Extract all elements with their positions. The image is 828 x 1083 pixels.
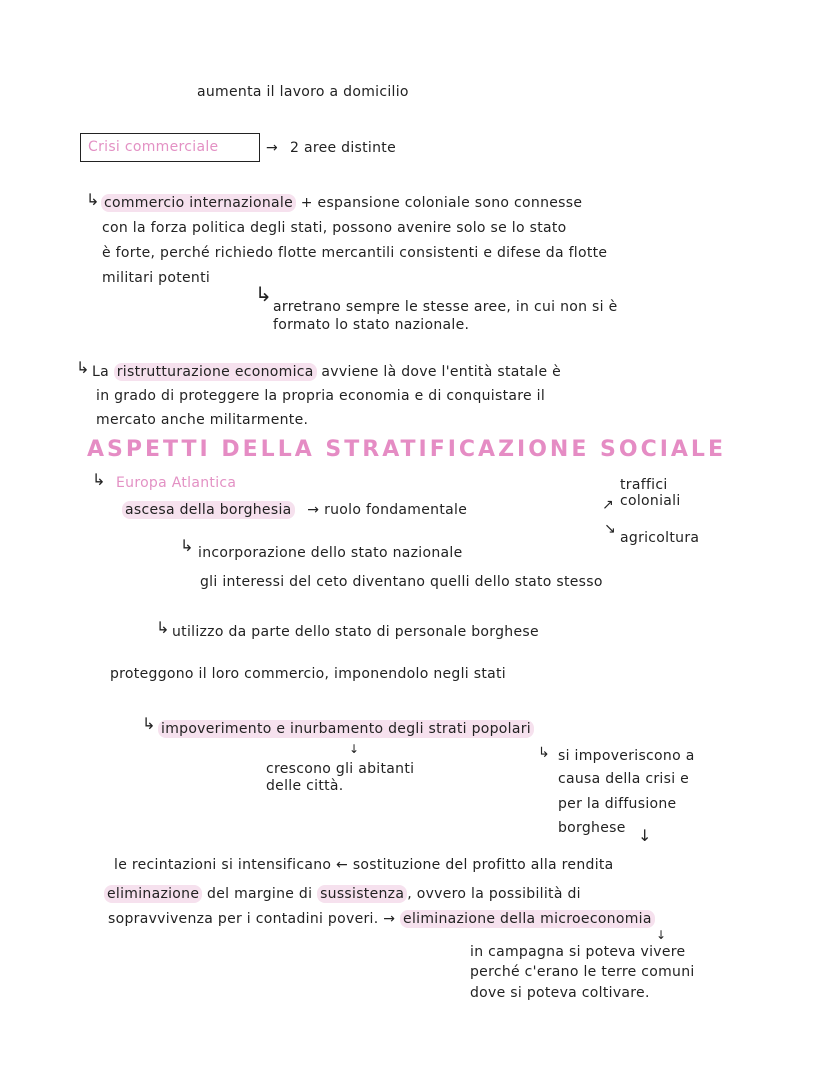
eliminazione-line xyxy=(104,886,581,902)
si-impoveriscono-2: causa della crisi e xyxy=(558,771,690,787)
traffici-line-2: coloniali xyxy=(620,493,681,509)
crisi-arrow: → xyxy=(266,140,279,156)
recintazioni-pre: le recintazioni si intensificano xyxy=(114,857,332,873)
para-ristrutturazione-3: mercato anche militarmente. xyxy=(96,412,309,428)
si-impoveriscono-3: per la diffusione xyxy=(558,796,677,812)
ruolo-fondamentale: ruolo fondamentale xyxy=(324,502,468,518)
impoverimento-line xyxy=(158,721,534,737)
crescono-1: crescono gli abitanti xyxy=(266,761,415,777)
europa-atlantica: Europa Atlantica xyxy=(116,475,237,491)
campagna-3: dove si poteva coltivare. xyxy=(470,985,650,1001)
para-line-4: militari potenti xyxy=(102,270,211,286)
si-impoveriscono-1: si impoveriscono a xyxy=(558,748,695,764)
hl-commercio: commercio internazionale xyxy=(101,194,296,212)
line-lavoro-domicilio: aumenta il lavoro a domicilio xyxy=(197,84,409,100)
hook-arrow-icon: ↳ xyxy=(76,358,90,377)
crescono-2: delle città. xyxy=(266,778,344,794)
campagna-1: in campagna si poteva vivere xyxy=(470,944,686,960)
proteggono-commercio: proteggono il loro commercio, imponendolo negli stati xyxy=(110,666,506,682)
ristr-pre: La xyxy=(92,364,109,380)
para-arretrano-1: arretrano sempre le stesse aree, in cui non si è xyxy=(273,299,618,315)
para-line-3: è forte, perché richiedo flotte mercantili consistenti e difese da flotte xyxy=(102,245,608,261)
hook-arrow-icon: ↳ xyxy=(538,745,551,761)
para-arretrano-2: formato lo stato nazionale. xyxy=(273,317,470,333)
eliminazione-rest: , ovvero la possibilità di xyxy=(407,886,581,902)
hook-arrow-icon: ↳ xyxy=(92,470,106,489)
arrow-down-icon: ↓ xyxy=(638,826,652,845)
campagna-2: perché c'erano le terre comuni xyxy=(470,964,695,980)
arrow-down-icon: ↓ xyxy=(656,928,667,942)
arrow-down-right-icon: ↘ xyxy=(604,521,617,537)
traffici-line-1: traffici xyxy=(620,477,668,493)
agricoltura: agricoltura xyxy=(620,530,700,546)
incorporazione: incorporazione dello stato nazionale xyxy=(198,545,463,561)
recintazioni-line xyxy=(114,857,614,873)
section-heading: ASPETTI DELLA STRATIFICAZIONE SOCIALE xyxy=(87,437,726,462)
recintazioni-rest: sostituzione del profitto alla rendita xyxy=(352,857,614,873)
sopravvivenza-text: sopravvivenza per i contadini poveri. xyxy=(108,911,379,927)
hl-sussistenza: sussistenza xyxy=(317,885,407,903)
crisi-label: Crisi commerciale xyxy=(88,139,219,155)
hook-arrow-icon: ↳ xyxy=(86,190,100,209)
hl-microeconomia: eliminazione della microeconomia xyxy=(400,910,655,928)
utilizzo-personale: utilizzo da parte dello stato di personale borghese xyxy=(172,624,539,640)
ristr-rest: avviene là dove l'entità statale è xyxy=(321,364,562,380)
para-ristrutturazione-1 xyxy=(92,364,561,380)
hl-impoverimento: impoverimento e inurbamento degli strati popolari xyxy=(158,720,534,738)
hook-arrow-icon: ↳ xyxy=(142,714,156,733)
hl-eliminazione: eliminazione xyxy=(104,885,202,903)
interessi-ceto: gli interessi del ceto diventano quelli dello stato stesso xyxy=(200,574,603,590)
hl-ascesa: ascesa della borghesia xyxy=(122,501,295,519)
ascesa-arrow: → xyxy=(307,502,320,518)
ascesa-line xyxy=(122,502,467,518)
sopravvivenza-line xyxy=(108,911,655,927)
commercio-rest: + espansione coloniale sono connesse xyxy=(300,195,583,211)
si-impoveriscono-4: borghese xyxy=(558,820,626,836)
eliminazione-mid: del margine di xyxy=(207,886,313,902)
arrow-down-icon: ↓ xyxy=(349,742,360,756)
hook-arrow-icon: ↳ xyxy=(156,618,170,637)
hook-arrow-icon: ↳ xyxy=(180,536,194,555)
arrow-up-right-icon: ↗ xyxy=(602,497,615,513)
para-commercio xyxy=(101,195,582,211)
hl-ristrutturazione: ristrutturazione economica xyxy=(114,363,317,381)
para-ristrutturazione-2: in grado di proteggere la propria economia e di conquistare il xyxy=(96,388,546,404)
sopravvivenza-arrow: → xyxy=(383,911,396,927)
crisi-rest: 2 aree distinte xyxy=(290,140,396,156)
para-line-2: con la forza politica degli stati, possono avenire solo se lo stato xyxy=(102,220,567,236)
recintazioni-arrow: ← xyxy=(336,857,349,873)
hook-arrow-icon: ↳ xyxy=(255,282,273,306)
